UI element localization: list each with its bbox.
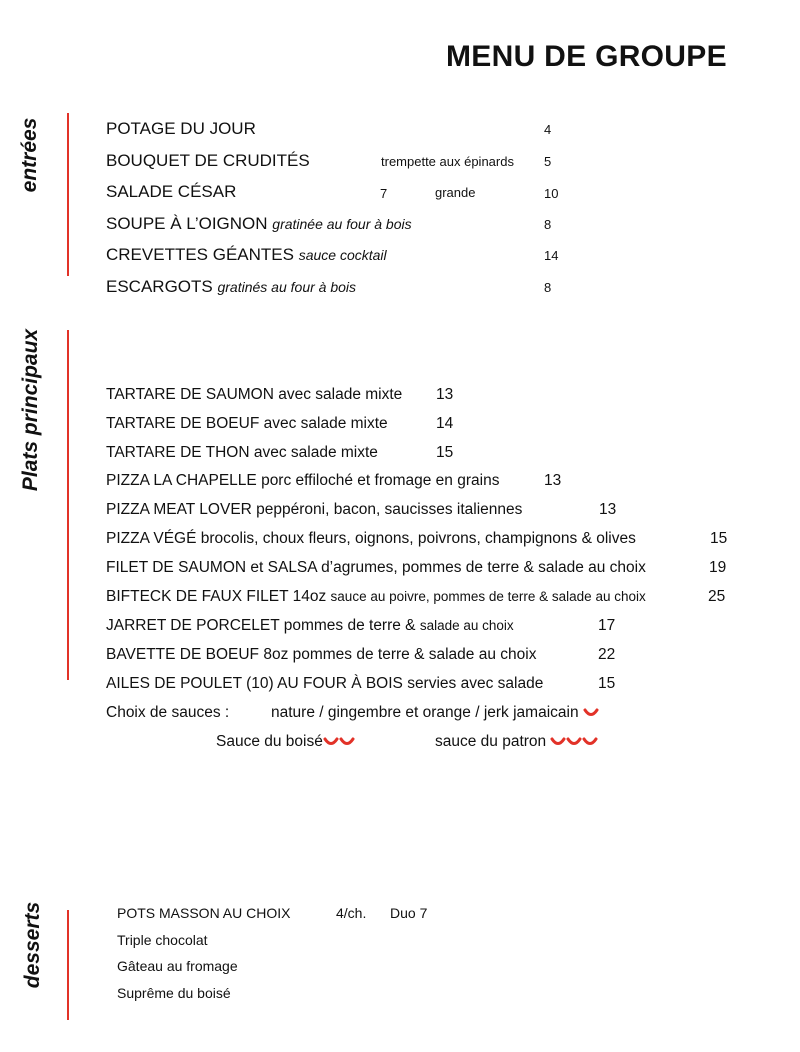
plat-price: 19 <box>709 559 727 576</box>
section-divider-desserts <box>67 910 69 1020</box>
plat-name: FILET DE SAUMON et SALSA d’agrumes, pommes de terre & salade au choix <box>106 559 646 576</box>
plat-price: 13 <box>599 501 617 518</box>
section-label-entrees: entrées <box>18 117 41 193</box>
section-label-plats: Plats principaux <box>19 328 42 492</box>
plat-price: 22 <box>598 646 616 663</box>
sauces-list-row <box>271 704 599 722</box>
section-label-desserts: desserts <box>21 901 44 989</box>
dessert-item: Suprême du boisé <box>117 985 231 1001</box>
dessert-item: Triple chocolat <box>117 932 208 948</box>
plat-price: 15 <box>436 444 454 461</box>
entree-name: SALADE CÉSAR <box>106 182 237 201</box>
entree-name: SOUPE À L’OIGNON <box>106 214 268 233</box>
plat-name: AILES DE POULET (10) AU FOUR À BOIS servies avec salade <box>106 675 544 692</box>
plat-note: sauce au poivre, pommes de terre & salade au choix <box>330 589 646 604</box>
sauce-patron-row <box>435 733 598 751</box>
entree-name: CREVETTES GÉANTES <box>106 245 294 264</box>
entree-row <box>106 245 387 265</box>
entree-row <box>106 277 356 297</box>
entree-price: 8 <box>544 217 552 232</box>
plat-name: TARTARE DE SAUMON avec salade mixte <box>106 386 403 403</box>
entree-name: ESCARGOTS <box>106 277 213 296</box>
sauce-boise: Sauce du boisé <box>216 733 323 750</box>
plat-name: PIZZA VÉGÉ brocolis, choux fleurs, oignons, poivrons, champignons & olives <box>106 530 636 547</box>
entree-price-small: 7 <box>380 186 388 201</box>
section-divider-plats <box>67 330 69 680</box>
sauce-boise-row <box>216 733 355 751</box>
entree-price: 4 <box>544 122 552 137</box>
plat-name: PIZZA MEAT LOVER peppéroni, bacon, saucisses italiennes <box>106 501 523 518</box>
sauces-label: Choix de sauces : <box>106 704 230 721</box>
entree-note: gratinée au four à bois <box>272 216 412 232</box>
plat-name: JARRET DE PORCELET pommes de terre & <box>106 617 416 634</box>
plat-price: 15 <box>710 530 728 547</box>
chili-pepper-icon <box>323 737 339 747</box>
dessert-header: POTS MASSON AU CHOIX <box>117 905 291 921</box>
entree-price: 5 <box>544 154 552 169</box>
entree-price: 8 <box>544 280 552 295</box>
plat-note: salade au choix <box>419 618 514 633</box>
entree-size-large: grande <box>435 185 476 200</box>
plat-price: 17 <box>598 617 616 634</box>
dessert-item: Gâteau au fromage <box>117 958 238 974</box>
entree-price: 10 <box>544 186 559 201</box>
plat-name: BIFTECK DE FAUX FILET 14oz <box>106 588 327 605</box>
section-divider-entrees <box>67 113 69 276</box>
plat-price: 14 <box>436 415 454 432</box>
entree-note: trempette aux épinards <box>381 154 514 169</box>
entree-name: POTAGE DU JOUR <box>106 119 256 138</box>
entree-price: 14 <box>544 248 559 263</box>
chili-pepper-icon <box>583 708 599 718</box>
plat-price: 13 <box>436 386 454 403</box>
page-title: MENU DE GROUPE <box>446 40 727 73</box>
chili-pepper-icon <box>582 737 598 747</box>
plat-price: 13 <box>544 472 562 489</box>
chili-pepper-icon <box>550 737 566 747</box>
entree-name: BOUQUET DE CRUDITÉS <box>106 151 310 170</box>
entree-note: gratinés au four à bois <box>217 279 357 295</box>
entree-row <box>106 214 412 234</box>
chili-pepper-icon <box>339 737 355 747</box>
sauce-patron: sauce du patron <box>435 733 547 750</box>
plat-name: TARTARE DE THON avec salade mixte <box>106 444 378 461</box>
plat-row <box>106 617 514 635</box>
chili-pepper-icon <box>566 737 582 747</box>
plat-row <box>106 588 646 606</box>
plat-name: BAVETTE DE BOEUF 8oz pommes de terre & salade au choix <box>106 646 537 663</box>
sauces-list: nature / gingembre et orange / jerk jamaicain <box>271 704 579 721</box>
plat-name: PIZZA LA CHAPELLE porc effiloché et fromage en grains <box>106 472 500 489</box>
dessert-price-duo: Duo 7 <box>390 905 428 921</box>
entree-note: sauce cocktail <box>298 247 387 263</box>
plat-price: 25 <box>708 588 726 605</box>
dessert-price-each: 4/ch. <box>336 905 367 921</box>
plat-price: 15 <box>598 675 616 692</box>
plat-name: TARTARE DE BOEUF avec salade mixte <box>106 415 388 432</box>
